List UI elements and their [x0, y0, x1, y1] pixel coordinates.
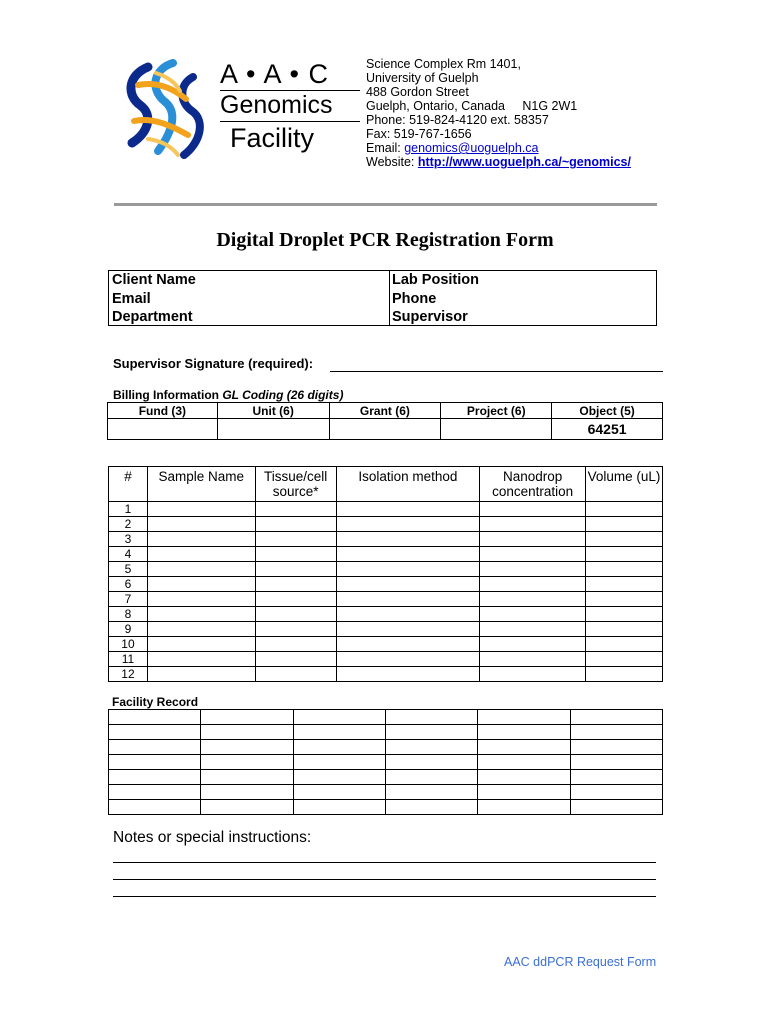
- sample-cell-input[interactable]: [336, 652, 480, 667]
- logo-line-facility: Facility: [230, 123, 315, 153]
- supervisor-signature-label: Supervisor Signature (required):: [113, 356, 314, 371]
- facility-cell[interactable]: [109, 770, 201, 785]
- facility-cell[interactable]: [201, 725, 293, 740]
- sample-cell-input[interactable]: [336, 562, 480, 577]
- facility-cell[interactable]: [201, 755, 293, 770]
- tissue-source-header: Tissue/cell source*: [255, 467, 336, 502]
- sample-cell-input[interactable]: [255, 667, 336, 682]
- facility-cell[interactable]: [293, 755, 385, 770]
- facility-cell[interactable]: [109, 800, 201, 815]
- facility-cell[interactable]: [478, 770, 570, 785]
- sample-cell-input[interactable]: [480, 562, 586, 577]
- dna-swirl-icon: [118, 55, 216, 165]
- facility-row: [109, 785, 663, 800]
- sample-cell-input[interactable]: [255, 562, 336, 577]
- sample-cell-input[interactable]: [255, 652, 336, 667]
- sample-cell-input[interactable]: [336, 502, 480, 517]
- sample-cell-input[interactable]: [480, 637, 586, 652]
- sample-row: [109, 547, 663, 562]
- facility-cell[interactable]: [478, 785, 570, 800]
- sample-row-number: 3: [109, 532, 148, 547]
- volume-header: Volume (uL): [586, 467, 663, 502]
- address-line: 488 Gordon Street: [366, 85, 469, 99]
- sample-cell-input[interactable]: [336, 607, 480, 622]
- facility-cell[interactable]: [385, 740, 477, 755]
- facility-cell[interactable]: [570, 755, 662, 770]
- sample-cell-input[interactable]: [586, 547, 663, 562]
- fund-header: Fund (3): [108, 403, 218, 419]
- sample-cell-input[interactable]: [255, 592, 336, 607]
- logo-line-genomics: Genomics: [220, 91, 333, 119]
- fax-line: Fax: 519-767-1656: [366, 127, 472, 141]
- header-divider: [114, 203, 657, 206]
- facility-cell[interactable]: [201, 740, 293, 755]
- sample-cell-input[interactable]: [147, 547, 255, 562]
- address-line: University of Guelph: [366, 71, 479, 85]
- facility-cell[interactable]: [385, 725, 477, 740]
- sample-cell-input[interactable]: [336, 532, 480, 547]
- facility-row: [109, 770, 663, 785]
- address-line: Guelph, Ontario, Canada N1G 2W1: [366, 99, 578, 113]
- sample-cell-input[interactable]: [336, 592, 480, 607]
- facility-record-table: [108, 709, 663, 815]
- facility-cell[interactable]: [293, 800, 385, 815]
- address-line: Science Complex Rm 1401,: [366, 57, 521, 71]
- gl-coding-table: [107, 402, 663, 440]
- sample-cell-input[interactable]: [586, 667, 663, 682]
- facility-row: [109, 740, 663, 755]
- facility-cell[interactable]: [109, 710, 201, 725]
- sample-row-number: 5: [109, 562, 148, 577]
- sample-cell-input[interactable]: [480, 652, 586, 667]
- facility-cell[interactable]: [478, 710, 570, 725]
- sample-row-number: 1: [109, 502, 148, 517]
- number-header: #: [109, 467, 148, 502]
- sample-cell-input[interactable]: [336, 622, 480, 637]
- facility-cell[interactable]: [293, 710, 385, 725]
- facility-cell[interactable]: [109, 725, 201, 740]
- sample-cell-input[interactable]: [586, 652, 663, 667]
- facility-cell[interactable]: [109, 740, 201, 755]
- sample-row-number: 12: [109, 667, 148, 682]
- sample-cell-input[interactable]: [147, 637, 255, 652]
- sample-cell-input[interactable]: [480, 547, 586, 562]
- sample-cell-input[interactable]: [586, 622, 663, 637]
- sample-cell-input[interactable]: [480, 577, 586, 592]
- website-line: [366, 155, 631, 169]
- facility-cell[interactable]: [478, 755, 570, 770]
- gl-value-row: [108, 419, 663, 440]
- facility-cell[interactable]: [385, 800, 477, 815]
- facility-cell[interactable]: [109, 785, 201, 800]
- sample-row: [109, 502, 663, 517]
- sample-cell-input[interactable]: [255, 547, 336, 562]
- project-input[interactable]: [441, 419, 552, 440]
- facility-cell[interactable]: [293, 785, 385, 800]
- sample-cell-input[interactable]: [480, 532, 586, 547]
- email-field[interactable]: Email: [112, 290, 151, 307]
- unit-header: Unit (6): [217, 403, 329, 419]
- sample-row-number: 2: [109, 517, 148, 532]
- sample-cell-input[interactable]: [586, 607, 663, 622]
- facility-cell[interactable]: [385, 770, 477, 785]
- sample-cell-input[interactable]: [147, 562, 255, 577]
- sample-row: [109, 622, 663, 637]
- facility-cell[interactable]: [478, 740, 570, 755]
- facility-cell[interactable]: [570, 725, 662, 740]
- facility-cell[interactable]: [570, 740, 662, 755]
- email-line: [366, 141, 631, 155]
- phone-line: Phone: 519-824-4120 ext. 58357: [366, 113, 549, 127]
- sample-name-header: Sample Name: [147, 467, 255, 502]
- sample-cell-input[interactable]: [147, 532, 255, 547]
- sample-cell-input[interactable]: [586, 637, 663, 652]
- facility-cell[interactable]: [478, 800, 570, 815]
- sample-row: [109, 652, 663, 667]
- sample-row: [109, 592, 663, 607]
- sample-cell-input[interactable]: [480, 517, 586, 532]
- sample-cell-input[interactable]: [480, 592, 586, 607]
- facility-cell[interactable]: [385, 785, 477, 800]
- unit-input[interactable]: [217, 419, 329, 440]
- facility-cell[interactable]: [570, 785, 662, 800]
- sample-cell-input[interactable]: [336, 637, 480, 652]
- sample-cell-input[interactable]: [586, 517, 663, 532]
- sample-cell-input[interactable]: [147, 652, 255, 667]
- gl-coding-text: GL Coding (26 digits): [222, 388, 344, 402]
- email-link[interactable]: genomics@uoguelph.ca: [404, 141, 539, 155]
- facility-cell[interactable]: [478, 725, 570, 740]
- sample-row-number: 6: [109, 577, 148, 592]
- facility-address: [366, 57, 631, 169]
- project-header: Project (6): [441, 403, 552, 419]
- footer-form-name: AAC ddPCR Request Form: [504, 955, 657, 969]
- notes-line[interactable]: [113, 862, 656, 863]
- notes-label: Notes or special instructions:: [113, 829, 312, 846]
- website-link[interactable]: http://www.uoguelph.ca/~genomics/: [417, 155, 631, 169]
- sample-cell-input[interactable]: [480, 622, 586, 637]
- logo-divider: [220, 121, 360, 122]
- facility-row: [109, 800, 663, 815]
- sample-cell-input[interactable]: [255, 517, 336, 532]
- gl-header-row: [108, 403, 663, 419]
- notes-line[interactable]: [113, 896, 656, 897]
- billing-info-text: Billing Information: [113, 388, 223, 402]
- sample-cell-input[interactable]: [336, 517, 480, 532]
- facility-row: [109, 755, 663, 770]
- grant-header: Grant (6): [329, 403, 441, 419]
- sample-cell-input[interactable]: [255, 637, 336, 652]
- department-field[interactable]: Department: [112, 309, 193, 325]
- sample-cell-input[interactable]: [255, 607, 336, 622]
- sample-cell-input[interactable]: [336, 577, 480, 592]
- sample-cell-input[interactable]: [255, 502, 336, 517]
- facility-cell[interactable]: [201, 770, 293, 785]
- sample-cell-input[interactable]: [147, 622, 255, 637]
- sample-header-row: [109, 467, 663, 502]
- sample-row: [109, 577, 663, 592]
- facility-cell[interactable]: [293, 740, 385, 755]
- sample-cell-input[interactable]: [255, 622, 336, 637]
- phone-field[interactable]: Phone: [392, 290, 437, 307]
- sample-cell-input[interactable]: [480, 607, 586, 622]
- client-info-left: [112, 271, 196, 325]
- sample-cell-input[interactable]: [147, 502, 255, 517]
- client-name-field[interactable]: Client Name: [112, 272, 196, 288]
- object-input[interactable]: 64251: [552, 419, 663, 440]
- sample-cell-input[interactable]: [147, 517, 255, 532]
- supervisor-signature-input[interactable]: [330, 371, 663, 372]
- sample-row: [109, 607, 663, 622]
- nanodrop-header: Nanodrop concentration: [480, 467, 586, 502]
- sample-cell-input[interactable]: [147, 667, 255, 682]
- notes-line[interactable]: [113, 879, 656, 880]
- facility-row: [109, 710, 663, 725]
- website-label: Website:: [366, 155, 418, 169]
- sample-table: [108, 466, 663, 682]
- facility-cell[interactable]: [293, 770, 385, 785]
- sample-cell-input[interactable]: [147, 607, 255, 622]
- facility-cell[interactable]: [293, 725, 385, 740]
- sample-row-number: 10: [109, 637, 148, 652]
- facility-cell[interactable]: [570, 710, 662, 725]
- sample-cell-input[interactable]: [255, 532, 336, 547]
- sample-row: [109, 517, 663, 532]
- sample-row: [109, 532, 663, 547]
- sample-cell-input[interactable]: [586, 532, 663, 547]
- facility-cell[interactable]: [570, 800, 662, 815]
- client-info-right: [389, 271, 658, 325]
- fund-input[interactable]: [108, 419, 218, 440]
- object-header: Object (5): [552, 403, 663, 419]
- facility-cell[interactable]: [109, 755, 201, 770]
- sample-cell-input[interactable]: [147, 577, 255, 592]
- sample-cell-input[interactable]: [586, 562, 663, 577]
- sample-row-number: 8: [109, 607, 148, 622]
- sample-cell-input[interactable]: [147, 592, 255, 607]
- sample-cell-input[interactable]: [336, 547, 480, 562]
- supervisor-field[interactable]: Supervisor: [392, 309, 468, 325]
- form-title: Digital Droplet PCR Registration Form: [216, 229, 554, 251]
- sample-cell-input[interactable]: [480, 502, 586, 517]
- sample-cell-input[interactable]: [586, 577, 663, 592]
- facility-cell[interactable]: [385, 755, 477, 770]
- sample-row-number: 7: [109, 592, 148, 607]
- email-label: Email:: [366, 141, 405, 155]
- lab-position-field[interactable]: Lab Position: [392, 272, 479, 288]
- billing-label: [113, 388, 343, 402]
- sample-cell-input[interactable]: [336, 667, 480, 682]
- sample-row: [109, 637, 663, 652]
- client-info-box: [108, 270, 657, 326]
- sample-row: [109, 562, 663, 577]
- sample-cell-input[interactable]: [255, 577, 336, 592]
- grant-input[interactable]: [329, 419, 441, 440]
- facility-logo: [118, 55, 363, 165]
- facility-cell[interactable]: [570, 770, 662, 785]
- facility-cell[interactable]: [201, 710, 293, 725]
- logo-line-aac: A • A • C: [220, 59, 329, 89]
- sample-row-number: 4: [109, 547, 148, 562]
- sample-cell-input[interactable]: [586, 502, 663, 517]
- facility-row: [109, 725, 663, 740]
- facility-cell[interactable]: [201, 800, 293, 815]
- facility-cell[interactable]: [385, 710, 477, 725]
- sample-row-number: 9: [109, 622, 148, 637]
- sample-cell-input[interactable]: [586, 592, 663, 607]
- facility-cell[interactable]: [201, 785, 293, 800]
- isolation-method-header: Isolation method: [336, 467, 480, 502]
- sample-row: [109, 667, 663, 682]
- facility-record-label: Facility Record: [112, 695, 199, 709]
- sample-cell-input[interactable]: [480, 667, 586, 682]
- sample-row-number: 11: [109, 652, 148, 667]
